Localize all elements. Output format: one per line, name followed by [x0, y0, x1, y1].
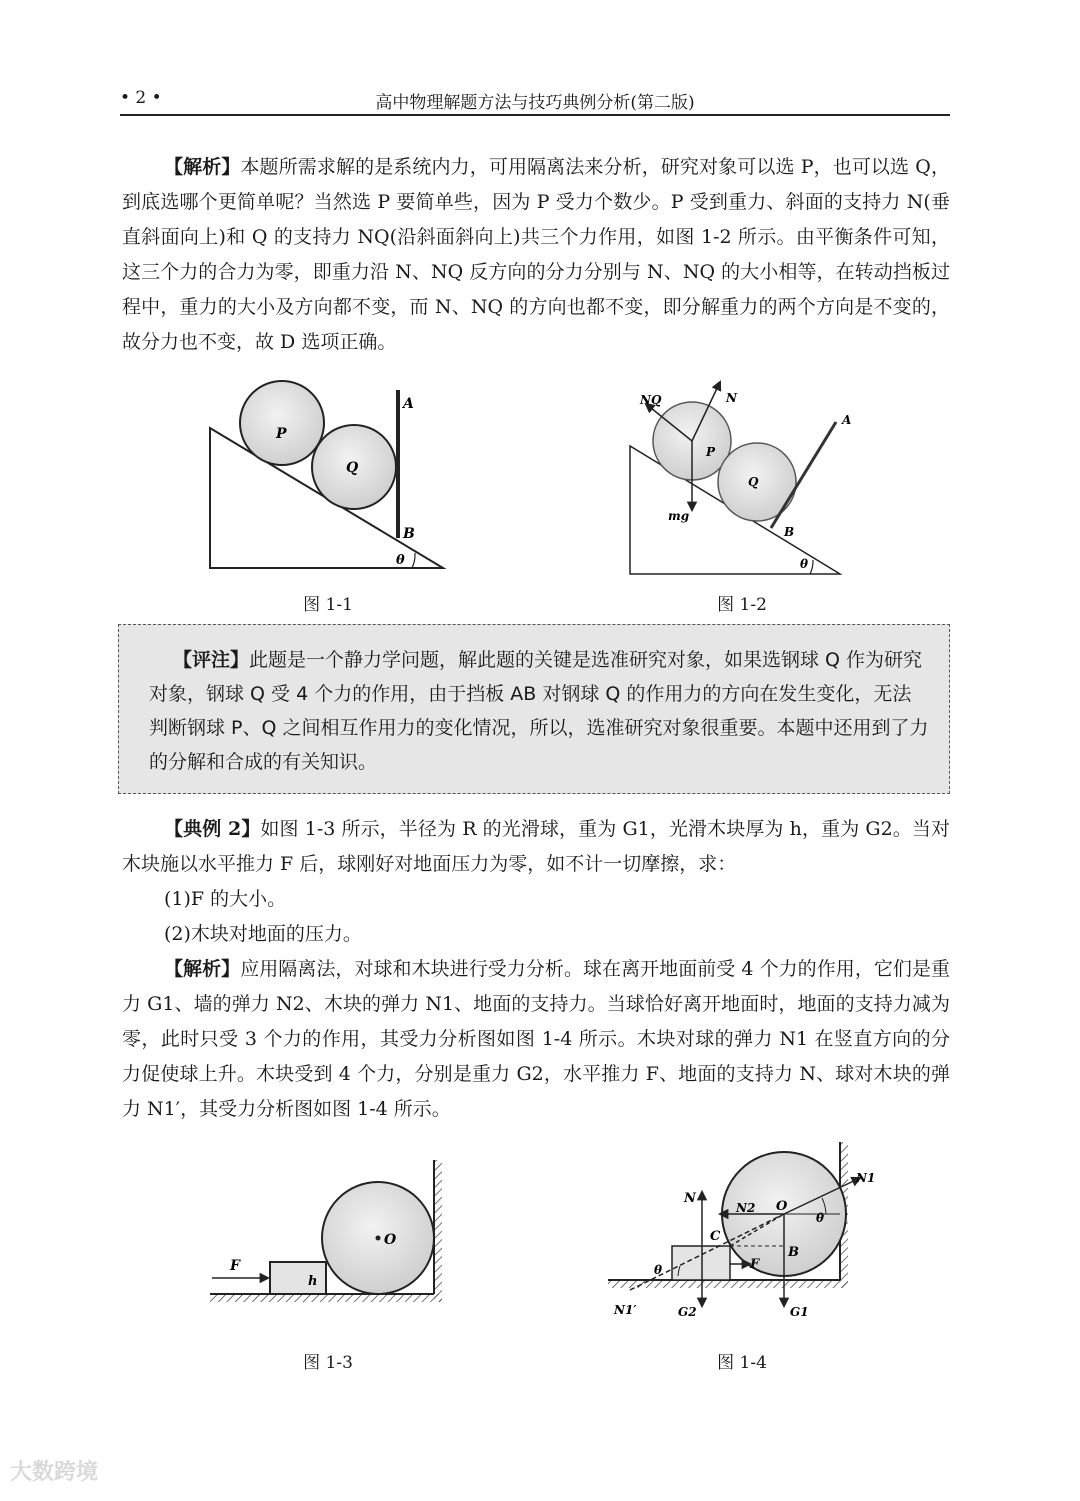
- figure-1-2: [620, 378, 860, 578]
- label-g2: G2: [678, 1305, 697, 1319]
- label-a: A: [842, 413, 852, 427]
- header-rule: [120, 114, 950, 116]
- label-nq: NQ: [640, 393, 662, 407]
- label-p: P: [276, 426, 287, 442]
- question-2: (2)木块对地面的压力。: [164, 923, 362, 945]
- label-n1-prime: N1′: [614, 1303, 637, 1317]
- analysis-tag: 【解析】: [164, 958, 241, 980]
- analysis-tag: 【解析】: [164, 156, 241, 178]
- caption-fig-1-1: 图 1-1: [303, 595, 353, 615]
- label-n: N: [726, 391, 737, 405]
- note-tag: 【评注】: [173, 649, 250, 671]
- analysis-text: 本题所需求解的是系统内力，可用隔离法来分析，研究对象可以选 P，也可以选 Q，到底选哪个更简单呢？当然选 P 要简单些，因为 P 受力个数少。P 受到重力、斜面的支持力 N(垂直斜面向上)和 Q 的支持力 NQ(沿斜面斜向上)共三个力作用，如图 1-2 所示。由平衡条件可知，这三个力的合力为零，即重力沿 N、NQ 反方向的分力分别与 N、NQ 的大小相等，在转动挡板过程中，重力的大小及方向都不变，而 N、NQ 的方向也都不变，即分解重力的两个方向是不变的，故分力也不变，故 D 选项正确。: [122, 156, 950, 353]
- example-tag: 【典例 2】: [164, 818, 261, 840]
- analysis-text: 应用隔离法，对球和木块进行受力分析。球在离开地面前受 4 个力的作用，它们是重力 G1、墙的弹力 N2、木块的弹力 N1、地面的支持力。当球恰好离开地面时，地面的支持力减为零，此时只受 3 个力的作用，其受力分析图如图 1-4 所示。木块对球的弹力 N1 在竖直方向的分力促使球上升。木块受到 4 个力，分别是重力 G2，水平推力 F、地面的支持力 N、球对木块的弹力 N1′，其受力分析图如图 1-4 所示。: [122, 958, 950, 1120]
- figure-1-4: [600, 1130, 890, 1330]
- label-q: Q: [748, 475, 759, 489]
- label-b: B: [788, 1245, 799, 1260]
- label-c: C: [710, 1229, 721, 1244]
- example-2-paragraph: [122, 812, 950, 882]
- label-a: A: [403, 396, 414, 412]
- page-header: [120, 88, 950, 116]
- note-text: 此题是一个静力学问题，解此题的关键是选准研究对象，如果选钢球 Q 作为研究对象，钢球 Q 受 4 个力的作用，由于挡板 AB 对钢球 Q 的作用力的方向在发生变化，无法判断钢球 P、Q 之间相互作用力的变化情况，所以，选准研究对象很重要。本题中还用到了力的分解和合成的有关知识。: [149, 649, 929, 773]
- note-box: [118, 624, 950, 794]
- figure-1-3: [200, 1150, 460, 1310]
- label-n1: N1: [856, 1171, 876, 1185]
- label-o: O: [384, 1232, 397, 1248]
- label-p: P: [706, 445, 716, 459]
- watermark-logo: 大数跨境: [10, 1460, 99, 1485]
- label-q: Q: [346, 460, 359, 476]
- label-theta: θ: [396, 553, 405, 568]
- label-n2: N2: [736, 1201, 756, 1215]
- note-paragraph: [149, 643, 929, 779]
- caption-fig-1-2: 图 1-2: [717, 595, 767, 615]
- wood-block: [270, 1262, 326, 1294]
- label-n: N: [684, 1191, 696, 1206]
- label-b: B: [403, 526, 415, 542]
- label-f: F: [750, 1257, 760, 1272]
- example-text: 如图 1-3 所示，半径为 R 的光滑球，重为 G1，光滑木块厚为 h，重为 G2。当对木块施以水平推力 F 后，球刚好对地面压力为零，如不计一切摩擦，求：: [122, 818, 950, 875]
- analysis-paragraph-1: [122, 150, 950, 360]
- figure-1-1: [200, 380, 460, 580]
- label-h: h: [308, 1274, 318, 1289]
- label-g1: G1: [790, 1305, 809, 1319]
- book-title: 高中物理解题方法与技巧典例分析(第二版): [375, 93, 695, 113]
- page-number: • 2 •: [120, 88, 162, 108]
- question-1: (1)F 的大小。: [164, 888, 287, 910]
- label-theta: θ: [800, 557, 809, 571]
- caption-fig-1-3: 图 1-3: [303, 1353, 353, 1373]
- label-f: F: [230, 1258, 240, 1274]
- label-mg: mg: [668, 509, 690, 523]
- ball-p: [240, 381, 324, 465]
- label-theta-2: θ: [654, 1263, 663, 1277]
- analysis-paragraph-2: [122, 952, 950, 1127]
- wood-block: [672, 1246, 730, 1280]
- caption-fig-1-4: 图 1-4: [717, 1353, 767, 1373]
- label-theta: θ: [816, 1211, 825, 1225]
- label-o: O: [776, 1199, 788, 1214]
- label-b: B: [784, 525, 795, 539]
